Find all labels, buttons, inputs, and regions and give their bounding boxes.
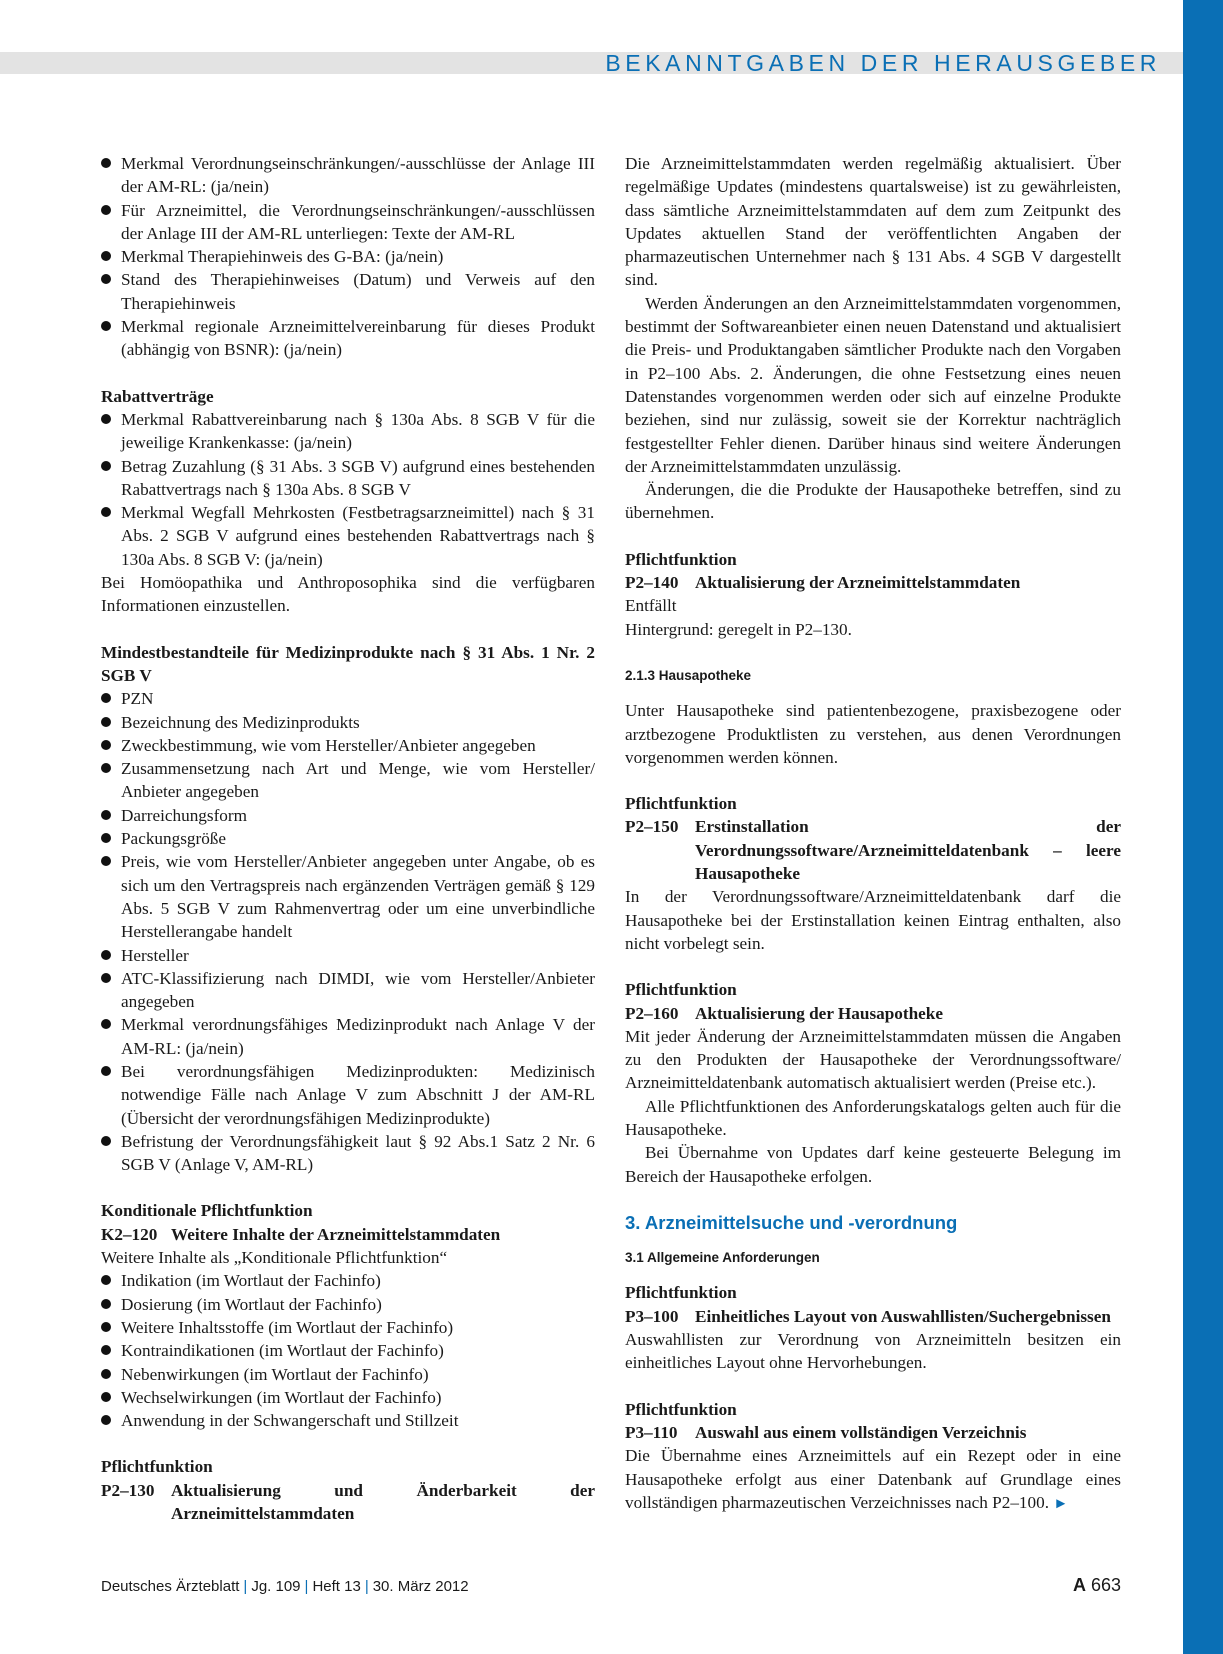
- bullet-icon: [101, 1322, 111, 1332]
- bullet-icon: [101, 414, 111, 424]
- bullet-icon: [101, 251, 111, 261]
- section-label: BEKANNTGABEN DER HERAUSGEBER: [605, 50, 1161, 76]
- list-item: Stand des Therapiehinweises (Datum) und Verweis auf den Therapiehinweis: [101, 268, 595, 315]
- requirement-title: Einheitliches Layout von Auswahllisten/Suchergebnissen: [695, 1306, 1111, 1326]
- requirement-title: Aktualisierung der Hausapotheke: [695, 1003, 943, 1023]
- requirement-code: P2–160: [625, 1003, 679, 1023]
- rabatt-list: [101, 408, 595, 571]
- bullet-icon: [101, 321, 111, 331]
- journal-issue: Heft 13: [312, 1578, 361, 1595]
- bullet-icon: [101, 950, 111, 960]
- bullet-icon: [101, 1369, 111, 1379]
- list-item: Hersteller: [101, 944, 595, 967]
- requirement-k2-120: [101, 1223, 595, 1246]
- bullet-icon: [101, 507, 111, 517]
- list-item: Zusammensetzung nach Art und Menge, wie vom Hersteller/ Anbieter angegeben: [101, 757, 595, 804]
- requirement-p3-110: [625, 1421, 1121, 1444]
- requirement-code: P2–130: [101, 1480, 155, 1500]
- pflichtfunktion-label: Pflichtfunktion: [625, 794, 737, 814]
- bullet-icon: [101, 1275, 111, 1285]
- list-item: Anwendung in der Schwangerschaft und Stillzeit: [101, 1409, 595, 1432]
- p2-140-background: Hintergrund: geregelt in P2–130.: [625, 619, 852, 639]
- rabatt-heading: Rabattverträge: [101, 386, 214, 406]
- bullet-icon: [101, 274, 111, 284]
- list-item: Befristung der Verordnungsfähigkeit laut § 92 Abs.1 Satz 2 Nr. 6 SGB V (Anlage V, AM-RL): [101, 1130, 595, 1177]
- list-item: Weitere Inhaltsstoffe (im Wortlaut der Fachinfo): [101, 1316, 595, 1339]
- journal-volume: Jg. 109: [251, 1578, 301, 1595]
- side-accent-bar: [1183, 0, 1223, 1654]
- bullet-icon: [101, 740, 111, 750]
- bullet-icon: [101, 856, 111, 866]
- list-item: Bei verordnungsfähigen Medizinprodukten: Medizinisch notwendige Fälle nach Anlage V zum Abschnitt J der AM-RL (Übersicht der verordnungsfähigen Medizinprodukte): [101, 1060, 595, 1130]
- list-item: Betrag Zuzahlung (§ 31 Abs. 3 SGB V) aufgrund eines bestehenden Rabattvertrags nach § 130a Abs. 8 SGB V: [101, 455, 595, 502]
- requirement-title: Erstinstallation der Verordnungssoftware/Arzneimitteldatenbank – leere Hausapotheke: [695, 817, 1121, 884]
- page-number: A 663: [1072, 1575, 1121, 1595]
- list-item: Merkmal Therapiehinweis des G-BA: (ja/nein): [101, 245, 595, 268]
- bullet-icon: [101, 763, 111, 773]
- paragraph: Werden Änderungen an den Arzneimittelstammdaten vorgenommen, bestimmt der Softwareanbieter einen neuen Datenstand und aktualisiert die Preis- und Produktangaben sämtlicher Produkte nach den Vorgaben in P2–100 Abs. 2. Änderungen, die ohne Festsetzung eines neuen Datenstandes vorgenommen werden oder sich auf einzelne Produkte beziehen, sind nur zulässig, soweit sie der Korrektur nachträglich festgestellter Fehler dienen. Darüber hinaus sind weitere Änderungen der Arzneimittelstammdaten unzulässig.: [625, 293, 1121, 476]
- journal-name: Deutsches Ärzteblatt: [101, 1578, 240, 1595]
- pflichtfunktion-label: Pflichtfunktion: [625, 1399, 737, 1419]
- pflichtfunktion-label: Pflichtfunktion: [625, 1283, 737, 1303]
- bullet-icon: [101, 1345, 111, 1355]
- requirement-code: P2–140: [625, 573, 679, 593]
- continue-arrow-icon: ►: [1053, 1495, 1069, 1512]
- list-item: Zweckbestimmung, wie vom Hersteller/Anbieter angegeben: [101, 734, 595, 757]
- requirement-code: P2–150: [625, 817, 679, 837]
- list-item: Bezeichnung des Medizinprodukts: [101, 711, 595, 734]
- requirement-p3-100: [625, 1305, 1121, 1328]
- paragraph: In der Verordnungssoftware/Arzneimitteldatenbank darf die Hausapotheke bei der Erstinstallation keinen Eintrag enthalten, also nicht vorbelegt sein.: [625, 887, 1121, 953]
- list-item: Dosierung (im Wortlaut der Fachinfo): [101, 1293, 595, 1316]
- list-item: ATC-Klassifizierung nach DIMDI, wie vom Hersteller/Anbieter angegeben: [101, 967, 595, 1014]
- bullet-icon: [101, 158, 111, 168]
- bullet-icon: [101, 810, 111, 820]
- requirement-title: Aktualisierung und Änderbarkeit der Arzneimittelstammdaten: [171, 1480, 595, 1524]
- bullet-icon: [101, 461, 111, 471]
- requirement-code: K2–120: [101, 1224, 158, 1244]
- list-item: Packungsgröße: [101, 827, 595, 850]
- list-item: Wechselwirkungen (im Wortlaut der Fachinfo): [101, 1386, 595, 1409]
- list-item: Indikation (im Wortlaut der Fachinfo): [101, 1269, 595, 1292]
- paragraph: Alle Pflichtfunktionen des Anforderungskatalogs gelten auch für die Hausapotheke.: [625, 1096, 1121, 1139]
- requirement-code: P3–110: [625, 1422, 678, 1442]
- list-item: Kontraindikationen (im Wortlaut der Fachinfo): [101, 1339, 595, 1362]
- konditional-label: Konditionale Pflichtfunktion: [101, 1201, 313, 1221]
- paragraph: Die Übernahme eines Arzneimittels auf ein Rezept oder in eine Hausapotheke erfolgt aus einer Datenbank auf Grundlage eines vollständigen pharmazeutischen Verzeichnisses nach P2–100. ►: [625, 1446, 1121, 1512]
- list-item: Merkmal Verordnungseinschränkungen/-ausschlüsse der Anlage III der AM-RL: (ja/nein): [101, 152, 595, 199]
- page-footer: [101, 1577, 1121, 1597]
- paragraph: Auswahllisten zur Verordnung von Arzneimitteln besitzen ein einheitliches Layout ohne Hervorhebungen.: [625, 1330, 1121, 1373]
- requirement-code: P3–100: [625, 1306, 679, 1326]
- footer-separator: |: [243, 1578, 248, 1595]
- list-item: Merkmal Wegfall Mehrkosten (Festbetragsarzneimittel) nach § 31 Abs. 2 SGB V aufgrund eines bestehenden Rabattvertrags nach § 130a Abs. 8 SGB V: (ja/nein): [101, 501, 595, 571]
- list-item: Für Arzneimittel, die Verordnungseinschränkungen/-ausschlüssen der Anlage III der AM-RL unterliegen: Texte der AM-RL: [101, 199, 595, 246]
- medizin-heading: Mindestbestandteile für Medizinprodukte nach § 31 Abs. 1 Nr. 2 SGB V: [101, 642, 595, 685]
- stammdaten-list: [101, 152, 595, 362]
- list-item: Nebenwirkungen (im Wortlaut der Fachinfo): [101, 1363, 595, 1386]
- paragraph: Mit jeder Änderung der Arzneimittelstammdaten müssen die Angaben zu den Produkten der Hausapotheke der Verordnungssoftware/ Arzneimitteldatenbank automatisch aktualisiert werden (Preise etc.).: [625, 1026, 1121, 1093]
- list-item: PZN: [101, 687, 595, 710]
- weitere-inhalte-list: [101, 1269, 595, 1432]
- bullet-icon: [101, 1136, 111, 1146]
- list-item: Merkmal regionale Arzneimittelvereinbarung für dieses Produkt (abhängig von BSNR): (ja/nein): [101, 315, 595, 362]
- requirement-p2-160: [625, 1002, 1121, 1025]
- requirement-p2-140: [625, 571, 1121, 594]
- issue-date: 30. März 2012: [372, 1578, 469, 1595]
- paragraph: Die Arzneimittelstammdaten werden regelmäßig aktualisiert. Über regelmäßige Updates (mindestens quartalsweise) ist zu gewährleisten, dass sämtliche Arzneimittelstammdaten auf dem zum Zeitpunkt des Updates aktuellen Stand der veröffentlichten Angaben der pharmazeutischen Unternehmer nach § 131 Abs. 4 SGB V dargestellt sind.: [625, 154, 1121, 290]
- paragraph: Bei Übernahme von Updates darf keine gesteuerte Belegung im Bereich der Hausapotheke erfolgen.: [625, 1143, 1121, 1186]
- list-item: Merkmal Rabattvereinbarung nach § 130a Abs. 8 SGB V für die jeweilige Krankenkasse: (ja/nein): [101, 408, 595, 455]
- bullet-icon: [101, 1392, 111, 1402]
- requirement-title: Aktualisierung der Arzneimittelstammdaten: [695, 573, 1021, 593]
- pflichtfunktion-label: Pflichtfunktion: [101, 1457, 213, 1477]
- chapter-heading: 3. Arzneimittelsuche und -verordnung: [625, 1211, 958, 1233]
- bullet-icon: [101, 1019, 111, 1029]
- bullet-icon: [101, 693, 111, 703]
- k2-120-intro: Weitere Inhalte als „Konditionale Pflichtfunktion“: [101, 1248, 448, 1268]
- right-column: [625, 152, 1121, 1516]
- footer-separator: |: [304, 1578, 309, 1595]
- bullet-icon: [101, 973, 111, 983]
- left-column: [101, 152, 595, 1525]
- requirement-p2-130: [101, 1479, 595, 1526]
- bullet-icon: [101, 833, 111, 843]
- bullet-icon: [101, 1299, 111, 1309]
- subsection-heading: 2.1.3 Hausapotheke: [625, 667, 752, 683]
- p2-140-status: Entfällt: [625, 596, 677, 616]
- list-item: Preis, wie vom Hersteller/Anbieter angegeben unter Angabe, ob es sich um den Vertragspreis nach ergänzenden Verträgen gemäß § 129 Abs. 5 SGB V zum Rahmenvertrag oder um eine unverbindliche Herstellerangabe handelt: [101, 850, 595, 943]
- bullet-icon: [101, 1066, 111, 1076]
- requirement-title: Weitere Inhalte der Arzneimittelstammdaten: [171, 1224, 501, 1244]
- homoeo-paragraph: Bei Homöopathika und Anthroposophika sind die verfügbaren Informationen einzustellen.: [101, 573, 595, 616]
- requirement-p2-150: [625, 815, 1121, 885]
- medizin-list: [101, 687, 595, 1176]
- bullet-icon: [101, 717, 111, 727]
- footer-separator: |: [364, 1578, 369, 1595]
- pflichtfunktion-label: Pflichtfunktion: [625, 980, 737, 1000]
- bullet-icon: [101, 205, 111, 215]
- bullet-icon: [101, 1415, 111, 1425]
- requirement-title: Auswahl aus einem vollständigen Verzeichnis: [695, 1422, 1027, 1442]
- paragraph: Änderungen, die die Produkte der Hausapotheke betreffen, sind zu übernehmen.: [625, 480, 1121, 523]
- paragraph: Unter Hausapotheke sind patientenbezogene, praxisbezogene oder arztbezogene Produktlisten zu verstehen, aus denen Verordnungen vorgenommen werden können.: [625, 701, 1121, 767]
- list-item: Merkmal verordnungsfähiges Medizinprodukt nach Anlage V der AM-RL: (ja/nein): [101, 1013, 595, 1060]
- subsection-heading: 3.1 Allgemeine Anforderungen: [625, 1250, 820, 1266]
- pflichtfunktion-label: Pflichtfunktion: [625, 549, 737, 569]
- list-item: Darreichungsform: [101, 804, 595, 827]
